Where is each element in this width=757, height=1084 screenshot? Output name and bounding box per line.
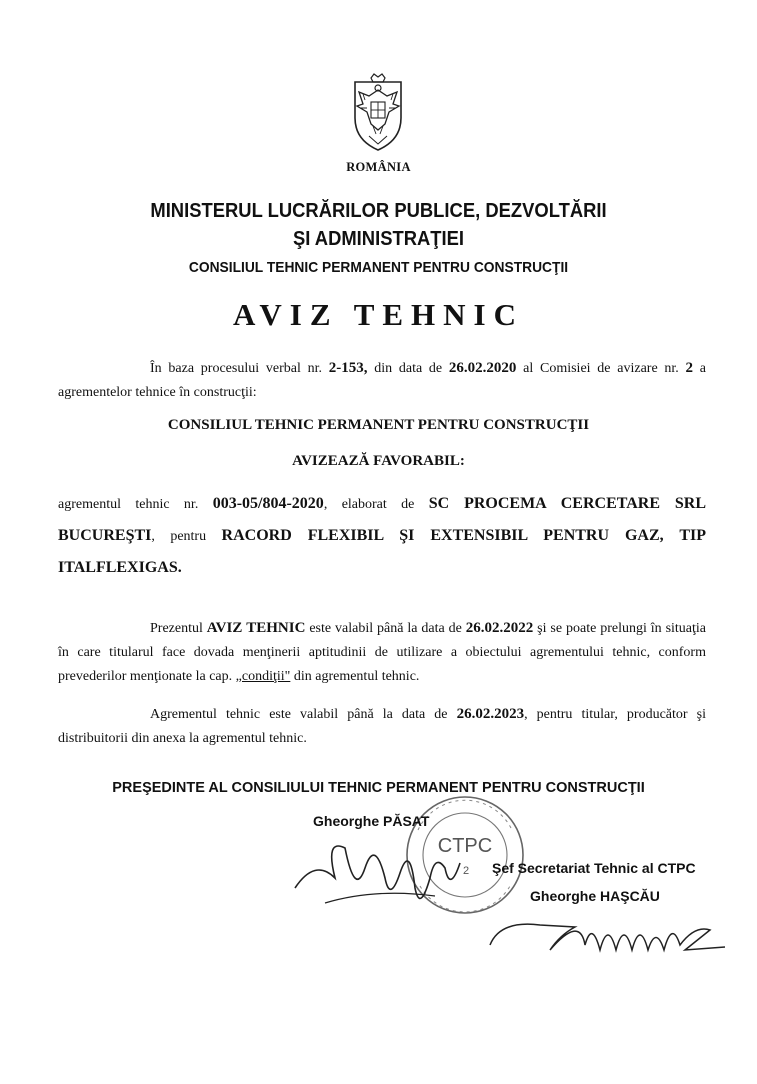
minutes-date: 26.02.2020: [448, 360, 517, 376]
ministry-name-line1: MINISTERUL LUCRĂRILOR PUBLICE, DEZVOLTĂRII: [150, 200, 607, 222]
validity-doc-name: AVIZ TEHNIC: [206, 620, 306, 636]
agrement-validity-text: Agrementul tehnic este valabil până la data de: [150, 707, 457, 722]
president-name: Gheorghe PĂSAT: [313, 813, 430, 829]
country-name: ROMÂNIA: [346, 160, 411, 174]
president-title: PREŞEDINTE AL CONSILIULUI TEHNIC PERMANENT PENTRU CONSTRUCŢII: [112, 780, 645, 796]
basis-text: nr.: [307, 361, 329, 376]
council-heading: CONSILIUL TEHNIC PERMANENT PENTRU CONSTRUCŢII: [167, 417, 590, 433]
validity-chapter: „condiţii": [235, 669, 291, 684]
verdict: AVIZEAZĂ FAVORABIL:: [292, 453, 465, 469]
validity-text: este valabil până la data de: [305, 621, 466, 636]
validity-date: 26.02.2022: [465, 620, 534, 636]
validity-text: şi se poate prelungi în situaţia în care titularul face dovada menţinerii aptitudinii de utilizare a obiectului agrementului tehnic, conform prevederilor menţionate la cap.: [58, 621, 707, 684]
handwritten-signature-icon: [285, 818, 485, 918]
secretary-name: Gheorghe HAŞCĂU: [530, 888, 660, 904]
agrement-paragraph: [58, 488, 706, 584]
agrement-validity-date: 26.02.2023: [456, 706, 525, 722]
stamp-label: CTPC: [437, 835, 493, 857]
handwritten-signature-icon: [480, 905, 735, 965]
basis-text: În baza procesului verbal: [150, 361, 308, 376]
agrement-validity-text: , pentru titular, producător şi distribuitorii din anexa la agrementul tehnic.: [58, 707, 706, 746]
basis-text: al Comisiei de avizare nr.: [516, 361, 686, 376]
basis-paragraph: [58, 356, 706, 405]
document-title: AVIZ TEHNIC: [232, 297, 524, 332]
validity-text: Prezentul: [150, 621, 207, 636]
agrement-text: , elaborat de: [323, 497, 429, 512]
validity-paragraph: [58, 616, 706, 689]
minutes-number: 2-153,: [328, 360, 368, 376]
ministry-name-line2: ŞI ADMINISTRAŢIEI: [292, 228, 465, 250]
agrement-number: 003-05/804-2020: [212, 495, 324, 512]
validity-text: din agrementul tehnic.: [290, 669, 420, 684]
agrement-validity-paragraph: [58, 702, 706, 751]
agrement-product: RACORD FLEXIBIL ŞI EXTENSIBIL PENTRU GAZ, TIP ITALFLEXIGAS.: [58, 527, 707, 576]
secretary-title: Şef Secretariat Tehnic al CTPC: [492, 860, 696, 876]
agrement-author: SC PROCEMA CERCETARE SRL BUCUREŞTI: [58, 495, 707, 544]
agrement-text: agrementul tehnic nr.: [58, 497, 213, 512]
basis-text: a agrementelor tehnice în construcţii:: [58, 361, 707, 400]
commission-number: 2: [685, 360, 694, 376]
romanian-coat-of-arms-icon: [343, 72, 413, 152]
stamp-number: 2: [462, 865, 470, 877]
basis-text: din data de: [367, 361, 449, 376]
agrement-text: , pentru: [151, 529, 222, 544]
council-name: CONSILIUL TEHNIC PERMANENT PENTRU CONSTRUCŢII: [188, 259, 569, 276]
